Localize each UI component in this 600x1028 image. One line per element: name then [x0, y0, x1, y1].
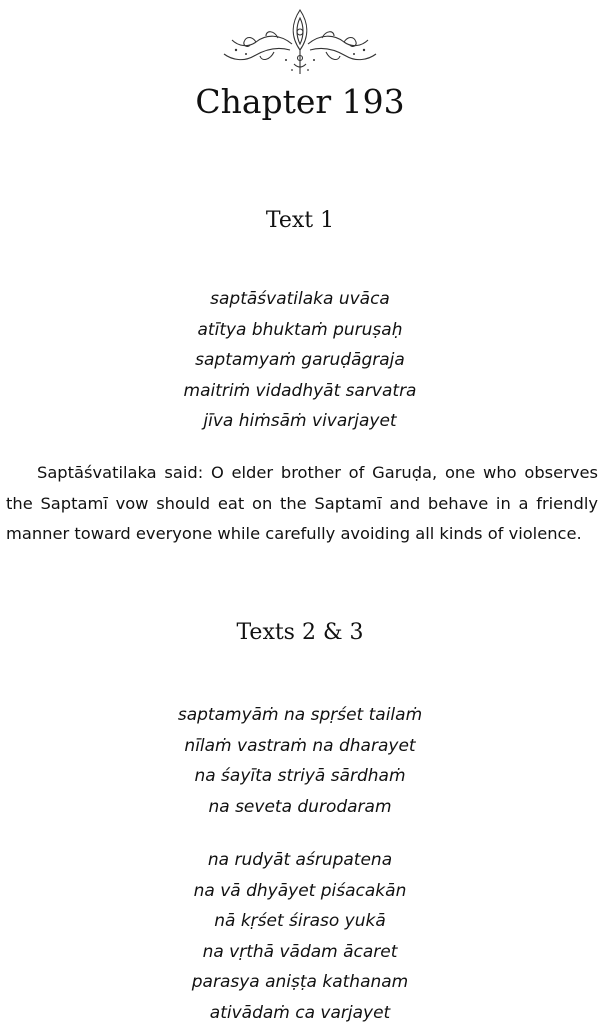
verse-line: maitriṁ vidadhyāt sarvatra	[0, 376, 600, 407]
section-heading-text-1: Text 1	[0, 206, 600, 236]
verse-texts-2-3-stanza-1	[0, 700, 600, 822]
verse-line: na vā dhyāyet piśacakān	[0, 876, 600, 907]
verse-line: nīlaṁ vastraṁ na dharayet	[0, 731, 600, 762]
verse-line: na seveta durodaram	[0, 792, 600, 823]
chapter-title: Chapter 193	[0, 80, 600, 124]
verse-line: ativādaṁ ca varjayet	[0, 998, 600, 1028]
verse-line: saptamyaṁ garuḍāgraja	[0, 345, 600, 376]
section-heading-texts-2-3: Texts 2 & 3	[0, 618, 600, 648]
verse-line: atītya bhuktaṁ puruṣaḥ	[0, 315, 600, 346]
verse-line: jīva hiṁsāṁ vivarjayet	[0, 406, 600, 437]
verse-texts-2-3-stanza-2	[0, 845, 600, 1028]
verse-text-1	[0, 284, 600, 437]
verse-line: saptamyāṁ na spṛśet tailaṁ	[0, 700, 600, 731]
verse-line: na vṛthā vādam ācaret	[0, 937, 600, 968]
verse-line: nā kṛśet śiraso yukā	[0, 906, 600, 937]
translation-text-1: Saptāśvatilaka said: O elder brother of Garuḍa, one who observes the Saptamī vow should eat on the Saptamī and behave in a friendly manner toward everyone while carefully avoiding all kinds of violence.	[6, 458, 598, 550]
decorative-ornament-icon	[216, 4, 384, 82]
verse-line: parasya aniṣṭa kathanam	[0, 967, 600, 998]
verse-line: saptāśvatilaka uvāca	[0, 284, 600, 315]
verse-line: na śayīta striyā sārdhaṁ	[0, 761, 600, 792]
verse-line: na rudyāt aśrupatena	[0, 845, 600, 876]
